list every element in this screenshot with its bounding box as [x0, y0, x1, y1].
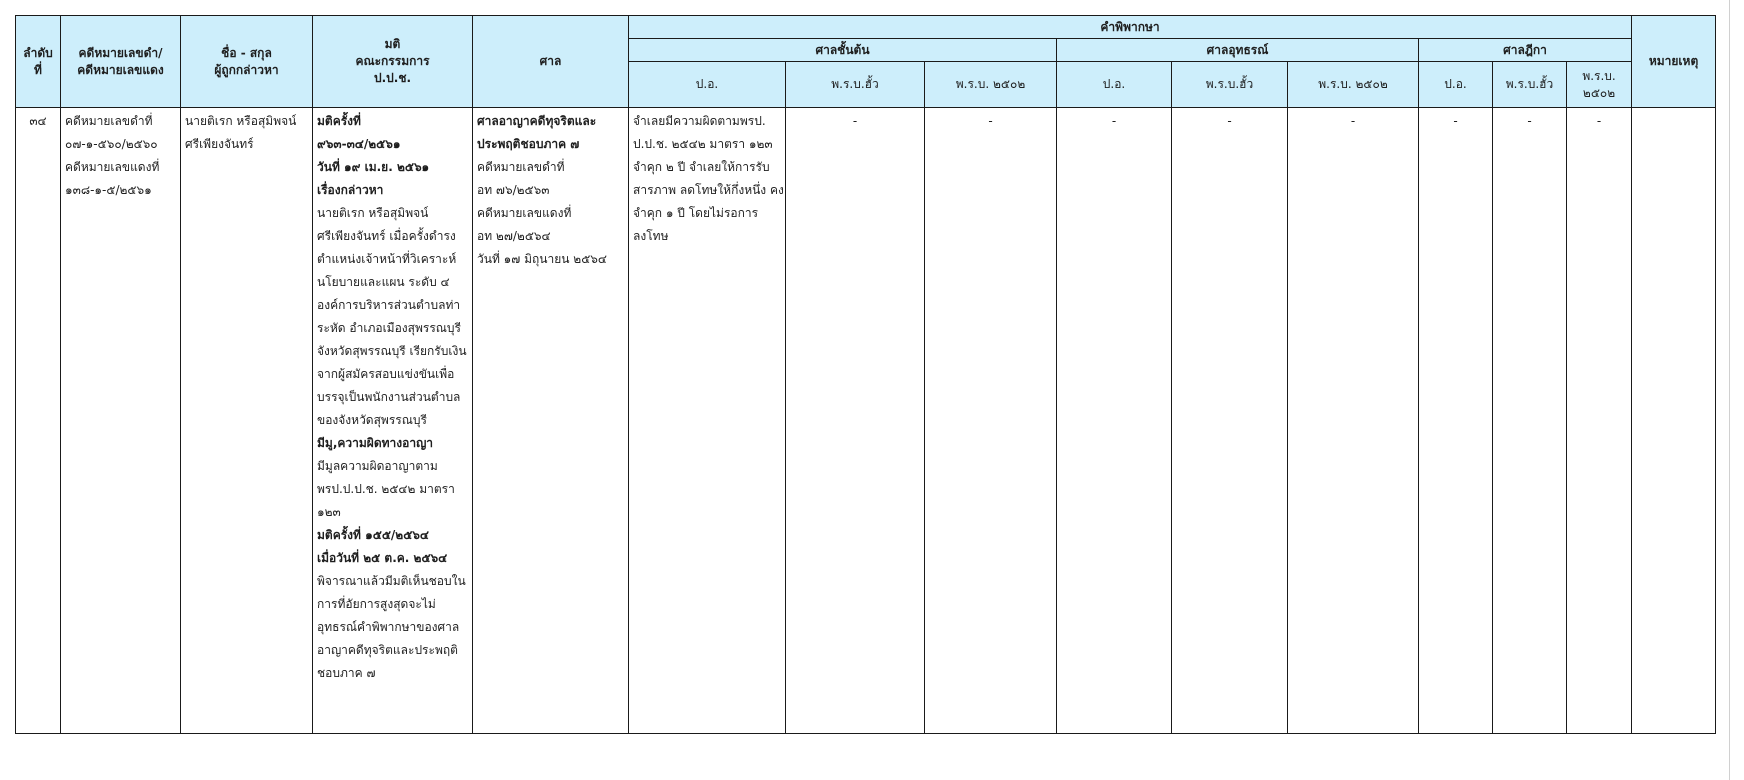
- header-appeal-po: ป.อ.: [1057, 62, 1172, 108]
- cell-first-po: [629, 108, 786, 734]
- judgment-table: [15, 15, 1716, 734]
- cell-case-no-line: ๑๓๘-๑-๕/๒๕๖๑: [65, 183, 152, 197]
- cell-first-po-line: ลงโทษ: [633, 229, 669, 243]
- header-court: ศาล: [473, 16, 629, 108]
- header-resolution-line-3: ป.ป.ช.: [373, 71, 412, 85]
- cell-remark: [1632, 108, 1716, 734]
- header-resolution-line-1: มติ: [384, 37, 401, 51]
- header-judgment: คำพิพากษา: [629, 16, 1632, 39]
- header-supreme-hua: พ.ร.บ.ฮั้ว: [1493, 62, 1567, 108]
- cell-court-line: คดีหมายเลขดำที่: [477, 160, 565, 174]
- cell-supreme-po: -: [1419, 108, 1493, 734]
- cell-resolution-line: อุทธรณ์คำพิพากษาของศาล: [317, 620, 460, 634]
- cell-court-line: ประพฤติชอบภาค ๗: [477, 137, 580, 151]
- cell-resolution-line: ชอบภาค ๗: [317, 666, 376, 680]
- header-no-line-2: ที่: [34, 62, 42, 77]
- cell-resolution-line: นายติเรก หรือสุมิพจน์: [317, 206, 429, 220]
- cell-case-no: [61, 108, 181, 734]
- cell-name: [181, 108, 313, 734]
- header-first-po: ป.อ.: [629, 62, 786, 108]
- header-appeal-2502: พ.ร.บ. ๒๕๐๒: [1288, 62, 1419, 108]
- cell-case-no-line: ๐๗-๑-๕๖๐/๒๕๖๐: [65, 137, 158, 151]
- cell-court-line: วันที่ ๑๗ มิถุนายน ๒๕๖๔: [477, 252, 607, 266]
- cell-resolution-line: จังหวัดสุพรรณบุรี เรียกรับเงิน: [317, 344, 467, 358]
- cell-resolution-line: ของจังหวัดสุพรรณบุรี: [317, 413, 427, 427]
- header-name-line-2: ผู้ถูกกล่าวหา: [214, 62, 279, 77]
- header-first-2502: พ.ร.บ. ๒๕๐๒: [925, 62, 1057, 108]
- cell-first-po-line: จำคุก ๑ ปี โดยไม่รอการ: [633, 206, 759, 220]
- header-court-appeal: ศาลอุทธรณ์: [1057, 39, 1419, 62]
- header-supreme-2502: [1567, 62, 1632, 108]
- header-no: [16, 16, 61, 108]
- header-remark: หมายเหตุ: [1632, 16, 1716, 108]
- cell-resolution-line: เมื่อวันที่ ๒๕ ต.ค. ๒๕๖๔: [317, 551, 448, 565]
- cell-appeal-hua: -: [1172, 108, 1288, 734]
- cell-resolution-line: พรป.ป.ป.ช. ๒๕๔๒ มาตรา: [317, 482, 455, 496]
- cell-supreme-hua: -: [1493, 108, 1567, 734]
- header-appeal-hua: พ.ร.บ.ฮั้ว: [1172, 62, 1288, 108]
- cell-first-2502: -: [925, 108, 1057, 734]
- cell-court-line: อท ๗๖/๒๕๖๓: [477, 183, 550, 197]
- header-case-no: [61, 16, 181, 108]
- cell-resolution: [313, 108, 473, 734]
- header-court-supreme: ศาลฎีกา: [1419, 39, 1632, 62]
- header-case-no-line-2: คดีหมายเลขแดง: [77, 62, 164, 77]
- cell-resolution-line: ระหัด อำเภอเมืองสุพรรณบุรี: [317, 321, 461, 335]
- cell-first-hua: -: [786, 108, 925, 734]
- header-name-line-1: ชื่อ - สกุล: [221, 45, 272, 60]
- cell-name-line: นายติเรก หรือสุมิพจน์: [185, 114, 297, 128]
- header-no-line-1: ลำดับ: [23, 45, 53, 60]
- header-name: [181, 16, 313, 108]
- cell-first-po-line: จำเลยมีความผิดตามพรป.: [633, 114, 766, 128]
- cell-appeal-po: -: [1057, 108, 1172, 734]
- cell-resolution-line: ตำแหน่งเจ้าหน้าที่วิเคราะห์: [317, 252, 457, 266]
- table-row: [16, 108, 1716, 734]
- cell-name-line: ศรีเพียงจันทร์: [185, 137, 254, 151]
- cell-resolution-line: อาญาคดีทุจริตและประพฤติ: [317, 643, 458, 657]
- header-court-first: ศาลชั้นต้น: [629, 39, 1057, 62]
- cell-resolution-line: มติครั้งที่: [317, 114, 361, 128]
- cell-court-line: คดีหมายเลขแดงที่: [477, 206, 572, 220]
- cell-case-no-line: คดีหมายเลขดำที่: [65, 114, 153, 128]
- cell-court-line: ศาลอาญาคดีทุจริตและ: [477, 114, 597, 128]
- cell-resolution-line: พิจารณาแล้วมีมติเห็นชอบใน: [317, 574, 466, 588]
- header-supreme-po: ป.อ.: [1419, 62, 1493, 108]
- cell-first-po-line: สารภาพ ลดโทษให้กึ่งหนึ่ง คง: [633, 183, 784, 197]
- cell-court: [473, 108, 629, 734]
- cell-resolution-line: มีมูลความผิดอาญาตาม: [317, 459, 438, 473]
- header-supreme-2502-line-1: พ.ร.บ.: [1582, 68, 1616, 83]
- cell-resolution-line: มีมู,ความผิดทางอาญา: [317, 436, 434, 450]
- cell-resolution-line: เรื่องกล่าวหา: [317, 183, 384, 197]
- cell-court-line: อท ๒๗/๒๕๖๔: [477, 229, 551, 243]
- cell-case-no-line: คดีหมายเลขแดงที่: [65, 160, 160, 174]
- cell-resolution-line: ๙๖๓-๓๔/๒๕๖๑: [317, 137, 401, 151]
- header-resolution: [313, 16, 473, 108]
- cell-first-po-line: จำคุก ๒ ปี จำเลยให้การรับ: [633, 160, 770, 174]
- cell-appeal-2502: -: [1288, 108, 1419, 734]
- cell-supreme-2502: -: [1567, 108, 1632, 734]
- cell-resolution-line: ๑๒๓: [317, 505, 341, 519]
- cell-first-po-line: ป.ป.ช. ๒๕๔๒ มาตรา ๑๒๓: [633, 137, 773, 151]
- cell-no: ๓๔: [16, 108, 61, 734]
- cell-resolution-line: การที่อัยการสูงสุดจะไม่: [317, 597, 436, 611]
- header-case-no-line-1: คดีหมายเลขดำ/: [78, 45, 163, 60]
- cell-resolution-line: จากผู้สมัครสอบแข่งขันเพื่อ: [317, 367, 455, 381]
- header-supreme-2502-line-2: ๒๕๐๒: [1582, 85, 1616, 100]
- header-first-hua: พ.ร.บ.ฮั้ว: [786, 62, 925, 108]
- header-resolution-line-2: คณะกรรมการ: [355, 54, 430, 68]
- vertical-scrollbar[interactable]: [1729, 0, 1744, 780]
- cell-resolution-line: นโยบายและแผน ระดับ ๔: [317, 275, 450, 289]
- cell-resolution-line: ศรีเพียงจันทร์ เมื่อครั้งดำรง: [317, 229, 456, 243]
- cell-resolution-line: องค์การบริหารส่วนตำบลท่า: [317, 298, 461, 312]
- cell-resolution-line: วันที่ ๑๙ เม.ย. ๒๕๖๑: [317, 160, 430, 174]
- cell-resolution-line: บรรจุเป็นพนักงานส่วนตำบล: [317, 390, 461, 404]
- cell-resolution-line: มติครั้งที่ ๑๕๕/๒๕๖๔: [317, 528, 429, 542]
